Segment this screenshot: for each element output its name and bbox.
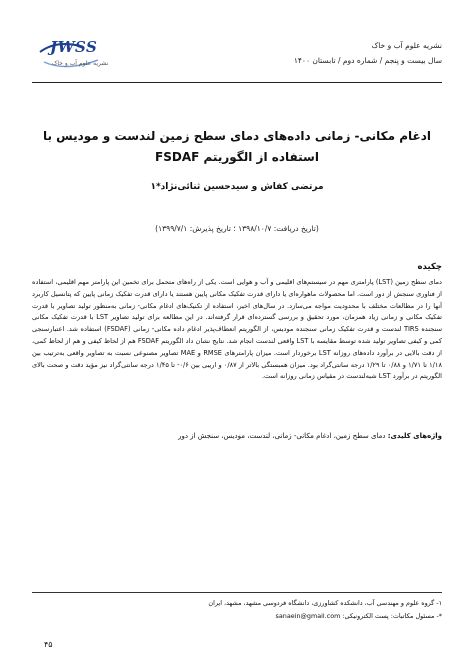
- footnote-corresponding: *- مسئول مکاتبات: پست الکترونیکی: sanaein@gmail.com: [275, 612, 442, 620]
- keywords-label: واژه‌های کلیدی:: [387, 432, 442, 440]
- journal-info: [294, 38, 442, 68]
- footnotes: [32, 592, 442, 623]
- logo-text: JWSS: [50, 38, 98, 56]
- abstract-text: دمای سطح زمین (LST) پارامتری مهم در سیستم‌های اقلیمی و آب و هوایی است. یکی از راه‌های متحمل برای تخمین این پارامتر مهم اقلیمی، استفاده از فناوری سنجش از دور است. اما محصولات ماهواره‌ای یا دارای قدرت تفکیک مکانی پایین هستند یا دارای قدرت تفکیک زمانی پایین که پتانسیل کاربرد آنها را در مطالعات مختلف با محدودیت مواجه می‌سازد. در سال‌های اخیر، استفاده از تکنیک‌های ادغام مکانی- زمانی به‌منظور تولید تصاویر با قدرت تفکیک مکانی و زمانی زیاد همزمان، مورد تحقیق و بررسی گسترده‌ای قرار گرفته‌اند. در این مطالعه برای تولید تصاویر LST با قدرت تفکیک مکانی سنجنده TIRS لندست و قدرت تفکیک زمانی سنجنده مودیس، از الگوریتم انعطاف‌پذیر ادغام داده مکانی- زمانی (FSDAF) استفاده شد. اعتبارسنجی کمی و کیفی تصاویر تولید شده توسط مقایسه با LST واقعی لندست انجام شد. نتایج نشان داد الگوریتم FSDAF هم از لحاظ کیفی و هم از لحاظ کمی، از دقت بالایی در برآورد داده‌های روزانه LST برخوردار است. میزان پارامترهای RMSE و MAE تصاویر مصنوعی نسبت به تصاویر واقعی به‌ترتیب بین ۱/۱۸ تا ۱/۷۱ و ۰/۸۸ تا ۱/۲۹ درجه سانتی‌گراد بود. میزان همبستگی بالاتر از ۰/۸۷ و اریبی بین ۰/۶- تا ۱/۴۵ درجه سانتی‌گراد نیز مؤید دقت و صحت بالای الگوریتم در برآورد LST شبه‌لندست در مقیاس زمانی روزانه است.: [32, 278, 442, 381]
- journal-header: [32, 34, 442, 83]
- article-authors: مرتضی کفاش و سیدحسین ثنائی‌نژاد*۱: [150, 182, 324, 192]
- keywords: [32, 432, 442, 440]
- keywords-text: دمای سطح زمین، ادغام مکانی- زمانی، لندست، مودیس، سنجش از دور: [178, 432, 386, 440]
- abstract-heading: چکیده: [417, 262, 442, 272]
- page-number: ۴۵: [44, 640, 53, 649]
- journal-logo: [36, 38, 116, 74]
- article-title: ادغام مکانی- زمانی داده‌های دمای سطح زمین لندست و مودیس با استفاده از الگوریتم FSDAF: [42, 129, 432, 164]
- article-dates: (تاریخ دریافت: ۱۳۹۸/۱۰/۷ ؛ تاریخ پذیرش: ۱۳۹۹/۷/۱): [155, 224, 319, 233]
- logo-subtext: نشریه علوم آب و خاک: [52, 60, 109, 67]
- journal-name: نشریه علوم آب و خاک: [371, 41, 442, 50]
- footnote-affiliation: ۱- گروه علوم و مهندسی آب، دانشکده کشاورزی، دانشگاه فردوسی مشهد، مشهد، ایران: [208, 599, 442, 607]
- issue-info: سال بیست و پنجم / شماره دوم / تابستان ۱۴۰۰: [293, 56, 442, 65]
